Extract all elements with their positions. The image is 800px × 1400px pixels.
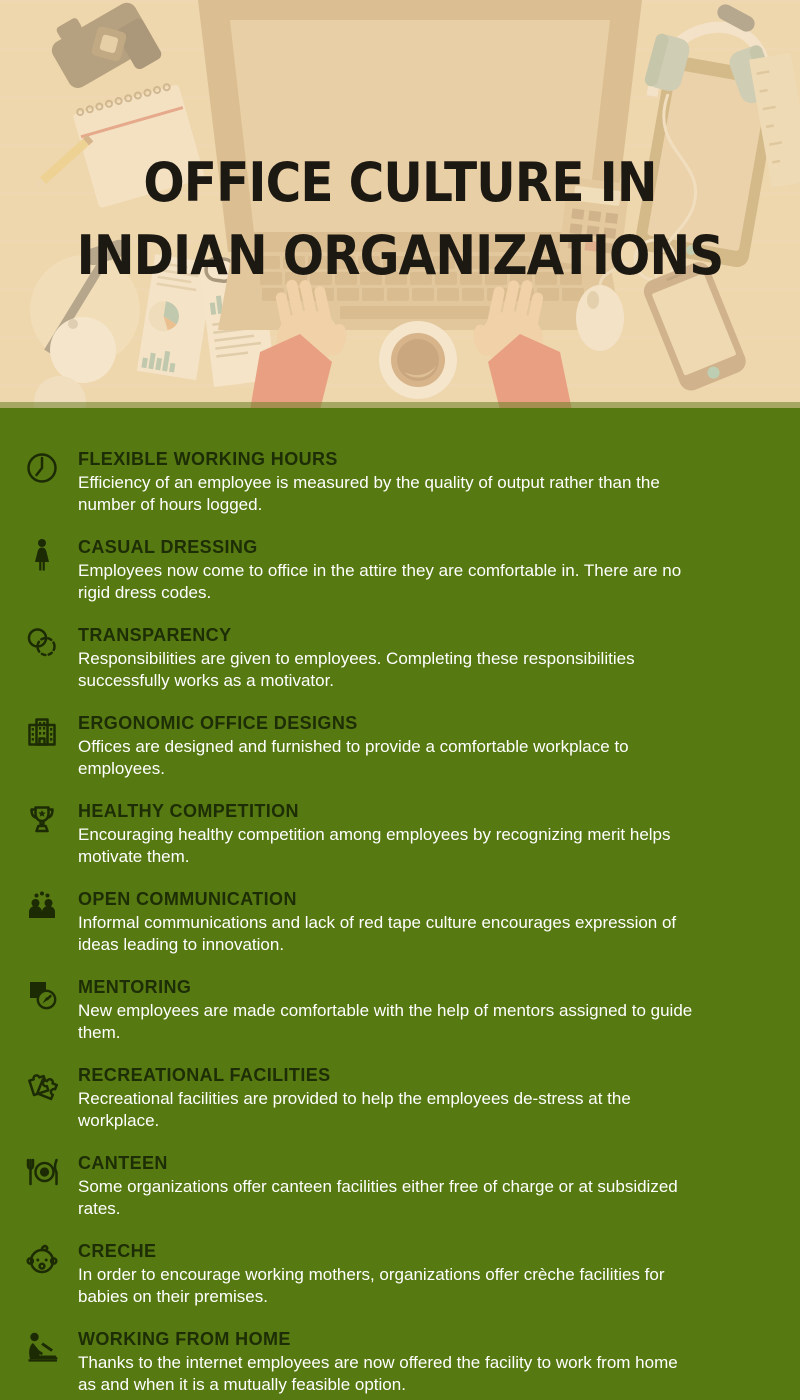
- culture-list: [0, 408, 800, 1400]
- item-text-line: as and when it is a mutually feasible option.: [78, 1375, 406, 1394]
- item-text-line: rigid dress codes.: [78, 583, 212, 602]
- item-text-line: New employees are made comfortable with the help of mentors assigned to guide: [78, 1001, 693, 1020]
- transparency-circles-icon: [20, 624, 64, 668]
- item-text-line: motivate them.: [78, 847, 190, 866]
- clock-icon: [20, 448, 64, 492]
- item-text-line: Offices are designed and furnished to provide a comfortable workplace to: [78, 737, 629, 756]
- person-laptop-icon: [20, 1328, 64, 1372]
- item-title: FLEXIBLE WORKING HOURS: [78, 449, 338, 469]
- page-title: [0, 146, 800, 292]
- item-text-line: In order to encourage working mothers, organizations offer crèche facilities for: [78, 1265, 665, 1284]
- trophy-icon: [20, 800, 64, 844]
- list-item-open-communication: [20, 888, 772, 956]
- list-item-recreational-facilities: [20, 1064, 772, 1132]
- list-item-creche: [20, 1240, 772, 1308]
- item-text-line: Thanks to the internet employees are now offered the facility to work from home: [78, 1353, 678, 1372]
- list-item-working-from-home: [20, 1328, 772, 1396]
- item-title: CANTEEN: [78, 1153, 168, 1173]
- item-title: ERGONOMIC OFFICE DESIGNS: [78, 713, 358, 733]
- item-text-line: ideas leading to innovation.: [78, 935, 285, 954]
- list-item-healthy-competition: [20, 800, 772, 868]
- page-title-line1: OFFICE CULTURE IN: [143, 151, 657, 215]
- item-text-line: Efficiency of an employee is measured by the quality of output rather than the: [78, 473, 660, 492]
- item-text-line: Recreational facilities are provided to help the employees de-stress at the: [78, 1089, 631, 1108]
- woman-icon: [20, 536, 64, 580]
- item-text-line: employees.: [78, 759, 165, 778]
- item-title: RECREATIONAL FACILITIES: [78, 1065, 331, 1085]
- header-bottom-edge: [0, 402, 800, 408]
- item-text-line: Responsibilities are given to employees. Completing these responsibilities: [78, 649, 635, 668]
- page-title-line2: INDIAN ORGANIZATIONS: [76, 224, 724, 288]
- item-text-line: workplace.: [78, 1111, 160, 1130]
- item-text-line: Informal communications and lack of red tape culture encourages expression of: [78, 913, 677, 932]
- puzzle-icon: [20, 1064, 64, 1108]
- item-title: TRANSPARENCY: [78, 625, 232, 645]
- list-item-ergonomic-office-designs: [20, 712, 772, 780]
- list-item-canteen: [20, 1152, 772, 1220]
- office-building-icon: [20, 712, 64, 756]
- canteen-cutlery-icon: [20, 1152, 64, 1196]
- list-item-mentoring: [20, 976, 772, 1044]
- list-item-flexible-working-hours: [20, 448, 772, 516]
- item-title: HEALTHY COMPETITION: [78, 801, 299, 821]
- item-title: MENTORING: [78, 977, 192, 997]
- item-title: CRECHE: [78, 1241, 157, 1261]
- list-item-transparency: [20, 624, 772, 692]
- item-text-line: Employees now come to office in the attire they are comfortable in. There are no: [78, 561, 682, 580]
- item-title: OPEN COMMUNICATION: [78, 889, 297, 909]
- item-text-line: them.: [78, 1023, 121, 1042]
- item-title: WORKING FROM HOME: [78, 1329, 291, 1349]
- list-item-casual-dressing: [20, 536, 772, 604]
- item-text-line: babies on their premises.: [78, 1287, 268, 1306]
- item-text-line: Some organizations offer canteen facilities either free of charge or at subsidized: [78, 1177, 678, 1196]
- header-banner: [0, 0, 800, 408]
- item-title: CASUAL DRESSING: [78, 537, 258, 557]
- item-text-line: rates.: [78, 1199, 121, 1218]
- item-text-line: number of hours logged.: [78, 495, 263, 514]
- mentoring-compass-icon: [20, 976, 64, 1020]
- baby-icon: [20, 1240, 64, 1284]
- people-group-icon: [20, 888, 64, 932]
- item-text-line: successfully works as a motivator.: [78, 671, 335, 690]
- item-text-line: Encouraging healthy competition among employees by recognizing merit helps: [78, 825, 671, 844]
